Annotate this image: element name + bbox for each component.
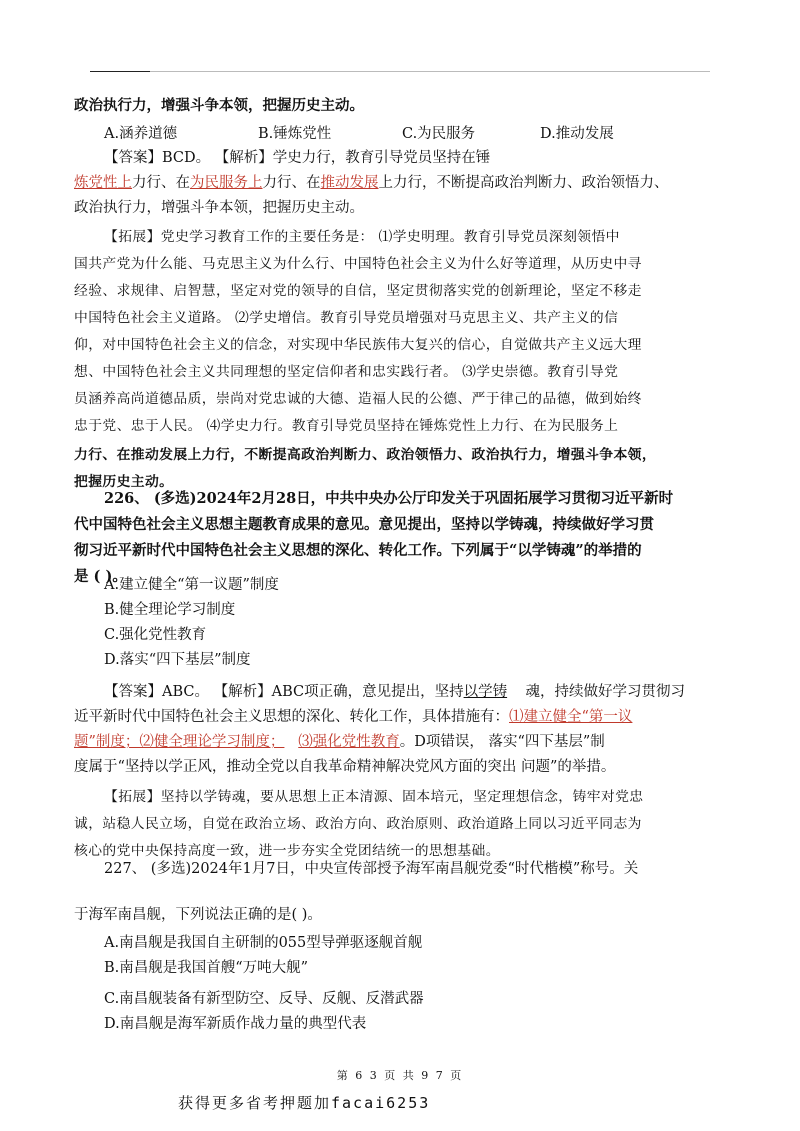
q226-ext-line: 核心的党中央保持高度一致，进一步夯实全党团结统一的思想基础。 bbox=[74, 843, 500, 859]
q226-answer-text-d: 。D项错误， 落实“四下基层”制 bbox=[399, 734, 605, 750]
q225-answer-text-2: 力行、在 bbox=[262, 175, 321, 191]
q226-extension bbox=[74, 784, 734, 865]
q225-answer-text-1: 力行、在 bbox=[132, 175, 190, 191]
q225-ext-bold-line: 力行、在推动发展上力行，不断提高政治判断力、政治领悟力、政治执行力，增强斗争本领， bbox=[74, 447, 657, 463]
q225-answer-text-3: 上力行，不断提高政治判断力、政治领悟力、 bbox=[378, 175, 669, 191]
q226-answer-line-2 bbox=[74, 705, 734, 730]
q226-answer-line-3 bbox=[74, 730, 734, 755]
q226-answer-underline: 以学铸 bbox=[463, 684, 508, 700]
q226-answer bbox=[74, 680, 734, 780]
q227-stem-line-2: 于海军南昌舰，下列说法正确的是( )。 bbox=[74, 907, 322, 923]
q225-ext-line: 员涵养高尚道德品质，崇尚对党忠诚的大德、造福人民的公德、严于律己的品德，做到始终 bbox=[74, 391, 642, 407]
q226-answer-red-2: 题”制度；⑵健全理论学习制度； bbox=[74, 734, 285, 750]
q225-option-b: B.锤炼党性 bbox=[258, 126, 332, 142]
q227-stem-line-1: 227、 (多选)2024年1月7日，中央宣传部授予海军南昌舰党委“时代楷模”称号。关 bbox=[104, 861, 639, 877]
q225-ext-line: 忠于党、忠于人民。 ⑷学史力行。教育引导党员坚持在锤炼党性上力行、在为民服务上 bbox=[74, 418, 619, 434]
q225-answer-line-2 bbox=[74, 171, 734, 196]
q226-answer-text-b: 魂，持续做好学习贯彻习 bbox=[525, 684, 686, 700]
q226-ext-line: 诚，站稳人民立场，自觉在政治立场、政治方向、政治原则、政治道路上同以习近平同志为 bbox=[74, 816, 642, 832]
q226-stem-line: 彻习近平新时代中国特色社会主义思想的深化、转化工作。下列属于“以学铸魂”的举措的 bbox=[74, 542, 642, 559]
q226-option-b: B.健全理论学习制度 bbox=[104, 602, 236, 618]
q227-option-d: D.南昌舰是海军新质作战力量的典型代表 bbox=[104, 1016, 367, 1032]
q226-ext-line: 【拓展】坚持以学铸魂，要从思想上正本清源、固本培元，坚定理想信念，铸牢对党忠 bbox=[104, 789, 644, 805]
q225-option-a: A.涵养道德 bbox=[104, 126, 178, 142]
q226-answer-text-c: 近平新时代中国特色社会主义思想的深化、转化工作，具体措施有： bbox=[74, 709, 509, 725]
q225-ext-line: 想、中国特色社会主义共同理想的坚定信仰者和忠实践行者。 ⑶学史崇德。教育引导党 bbox=[74, 364, 619, 380]
q227-option-b: B.南昌舰是我国首艘“万吨大舰” bbox=[104, 960, 309, 976]
q227-option-a: A.南昌舰是我国自主研制的055型导弹驱逐舰首舰 bbox=[104, 935, 423, 951]
q225-option-c: C.为民服务 bbox=[402, 126, 476, 142]
q225-answer-line-3: 政治执行力，增强斗争本领，把握历史主动。 bbox=[74, 200, 364, 216]
q225-answer-line-1: 【答案】BCD。 【解析】学史力行，教育引导党员坚持在锤 bbox=[104, 150, 491, 166]
q226-options bbox=[74, 573, 734, 673]
q225-answer-underline-3: 推动发展 bbox=[320, 175, 379, 191]
q225-ext-line: 国共产党为什么能、马克思主义为什么行、中国特色社会主义为什么好等道理，从历史中寻 bbox=[74, 256, 642, 272]
header-rule-dark bbox=[90, 71, 150, 72]
q226-answer-red-3: ⑶强化党性教育 bbox=[298, 734, 400, 750]
q225-ext-line: 【拓展】党史学习教育工作的主要任务是： ⑴学史明理。教育引导党员深刻领悟中 bbox=[104, 229, 620, 245]
q226-option-a: A.建立健全“第一议题”制度 bbox=[104, 577, 279, 593]
q226-option-d: D.落实“四下基层”制度 bbox=[104, 652, 251, 668]
q225-option-d: D.推动发展 bbox=[540, 126, 614, 142]
q225-ext-line: 仰，对中国特色社会主义的信念，对实现中华民族伟大复兴的信心，自觉做共产主义远大理 bbox=[74, 337, 642, 353]
q227-option-c: C.南昌舰装备有新型防空、反导、反舰、反潜武器 bbox=[104, 991, 424, 1007]
q225-ext-line: 经验、求规律、启智慧，坚定对党的领导的自信，坚定贯彻落实党的创新理论，坚定不移走 bbox=[74, 283, 642, 299]
q226-answer-red-1: ⑴建立健全“第一议 bbox=[509, 709, 633, 725]
q225-answer-underline-1: 炼党性上 bbox=[74, 175, 132, 191]
q226-stem-line: 226、 (多选)2024年2月28日，中共中央办公厅印发关于巩固拓展学习贯彻习近平新时 bbox=[104, 490, 674, 507]
q225-answer-underline-2: 为民服务上 bbox=[190, 175, 263, 191]
q226-answer-line-4: 度属于“坚持以学正风，推动全党以自我革命精神解决党风方面的突出 问题”的举措。 bbox=[74, 759, 616, 775]
q226-option-c: C.强化党性教育 bbox=[104, 627, 207, 643]
q225-ext-bold-line: 把握历史主动。 bbox=[74, 474, 174, 490]
q225-extension bbox=[74, 224, 734, 496]
q225-ext-line: 中国特色社会主义道路。 ⑵学史增信。教育引导党员增强对马克思主义、共产主义的信 bbox=[74, 310, 619, 326]
q227-options bbox=[74, 931, 734, 1037]
q226-stem-line: 是 ( )。 bbox=[74, 568, 127, 585]
promo-text: 获得更多省考押题加facai6253 bbox=[178, 1094, 431, 1112]
q225-answer bbox=[74, 146, 734, 221]
header-rule-light bbox=[150, 71, 710, 72]
q226-answer-text-a: 【答案】ABC。 【解析】ABC项正确，意见提出，坚持 bbox=[104, 684, 464, 700]
q226-answer-line-1 bbox=[74, 680, 734, 705]
q226-stem-line: 代中国特色社会主义思想主题教育成果的意见。意见提出，坚持以学铸魂，持续做好学习贯 bbox=[74, 516, 654, 533]
page-footer: 第 6 3 页 共 9 7 页 bbox=[336, 1069, 464, 1082]
q225-stem-continuation: 政治执行力，增强斗争本领，把握历史主动。 bbox=[74, 97, 364, 114]
